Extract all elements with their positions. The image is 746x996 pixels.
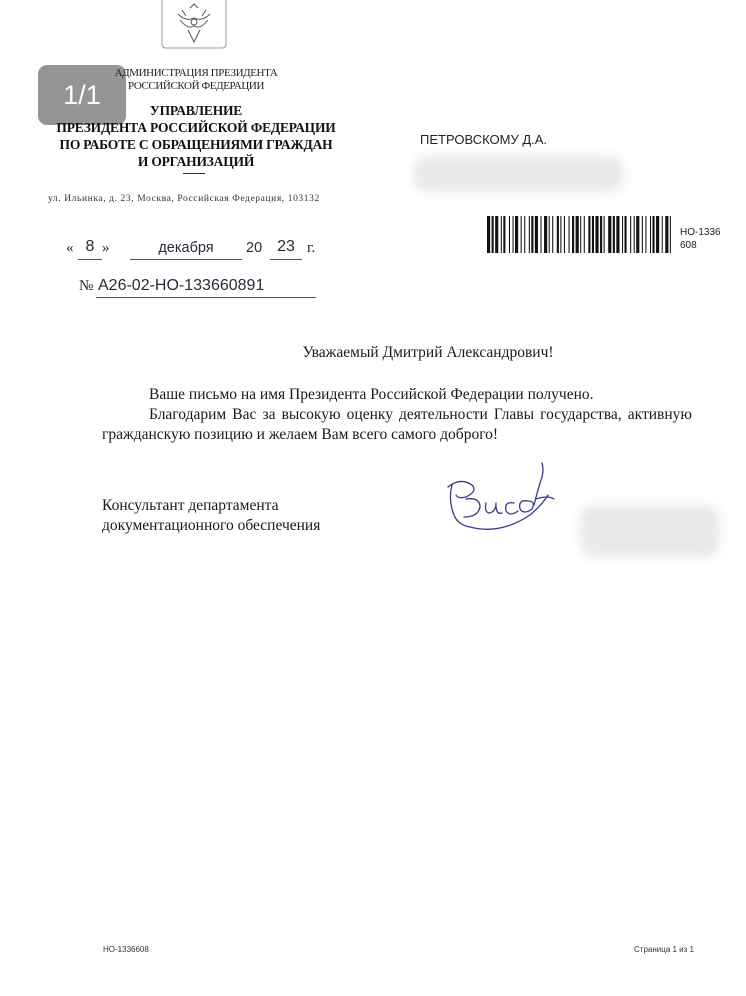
letter-greeting: Уважаемый Дмитрий Александрович! bbox=[302, 344, 554, 361]
date-close-quote: » bbox=[102, 240, 110, 256]
date-day: 8 bbox=[85, 238, 95, 255]
letterhead-admin-line-1: АДМИНИСТРАЦИЯ ПРЕЗИДЕНТА bbox=[114, 67, 278, 79]
date-open-quote: « bbox=[66, 240, 74, 256]
letter-paragraph-1: Ваше письмо на имя Президента Российской Федерации получено. bbox=[149, 386, 594, 403]
letter-paragraph-2: Благодарим Вас за высокую оценку деятельности Главы государства, активную гражданскую позицию и желаем Вам всего самого доброго! bbox=[102, 406, 692, 443]
letterhead-dept-line-2: ПРЕЗИДЕНТА РОССИЙСКОЙ ФЕДЕРАЦИИ bbox=[56, 120, 336, 135]
date-year-abbr: г. bbox=[307, 240, 316, 256]
page-indicator-badge: 1/1 bbox=[38, 65, 126, 125]
letterhead-address: ул. Ильинка, д. 23, Москва, Российская Федерация, 103132 bbox=[48, 194, 320, 204]
footer-document-code: НО-1336608 bbox=[103, 945, 149, 954]
footer-page-count: Страница 1 из 1 bbox=[634, 945, 694, 954]
signer-block bbox=[102, 496, 320, 536]
date-month: декабря bbox=[158, 240, 214, 256]
signature-icon bbox=[430, 455, 560, 540]
reg-number-value: А26-02-НО-133660891 bbox=[98, 277, 265, 294]
redacted-address-block bbox=[414, 156, 624, 192]
barcode-icon bbox=[487, 216, 671, 253]
date-year-prefix: 20 bbox=[246, 240, 263, 256]
letterhead-dept-line-3: ПО РАБОТЕ С ОБРАЩЕНИЯМИ ГРАЖДАН bbox=[59, 137, 333, 152]
reg-number-prefix: № bbox=[79, 278, 94, 294]
signer-title-line-2: документационного обеспечения bbox=[102, 517, 321, 534]
letterhead-dept-line-1: УПРАВЛЕНИЕ bbox=[149, 103, 243, 118]
coat-of-arms-icon bbox=[158, 0, 230, 50]
date-day-underline bbox=[78, 259, 102, 260]
letterhead-divider bbox=[183, 173, 205, 174]
signer-title-line-1: Консультант департамента bbox=[102, 497, 279, 514]
letterhead-dept-line-4: И ОРГАНИЗАЦИЙ bbox=[137, 154, 255, 169]
reg-number-underline bbox=[96, 297, 316, 298]
recipient-name: ПЕТРОВСКОМУ Д.А. bbox=[420, 132, 548, 147]
letter-body bbox=[102, 385, 692, 445]
date-year-underline bbox=[270, 259, 302, 260]
redacted-signer-name bbox=[580, 505, 720, 557]
barcode-code: НО-1336608 bbox=[680, 227, 721, 251]
date-year-suffix: 23 bbox=[277, 238, 295, 255]
letterhead-admin-line-2: РОССИЙСКОЙ ФЕДЕРАЦИИ bbox=[127, 80, 265, 92]
date-month-underline bbox=[130, 259, 242, 260]
